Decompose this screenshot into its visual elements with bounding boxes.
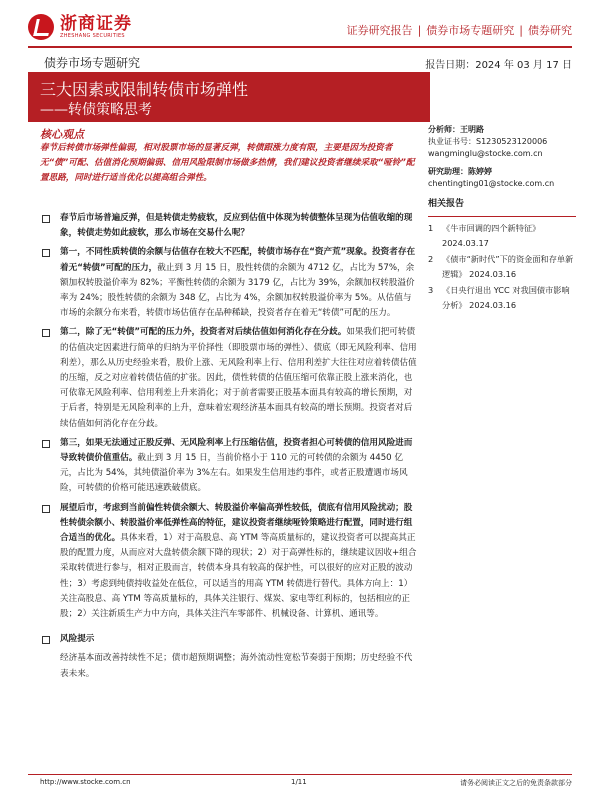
analyst-email[interactable]: wangminglu@stocke.com.cn — [428, 149, 543, 158]
related-number: 2 — [428, 254, 434, 264]
analyst-name: 王明路 — [460, 125, 484, 134]
logo-english: ZHESHANG SECURITIES — [60, 32, 125, 39]
crumb-2: 债券市场专题研究 — [426, 24, 515, 37]
related-title: 《债市“新时代”下的资金面和存单新逻辑》 2024.03.16 — [442, 254, 574, 279]
crumb-1: 证券研究报告 — [346, 24, 413, 37]
company-logo — [28, 14, 132, 40]
report-type: 债券市场专题研究 — [44, 56, 141, 70]
bullet-lead: 第三，如果无法通过正股反弹、无风险利率上行压缩估值，投资者担心可转债的信用风险进而导致转债价值重估。 — [60, 437, 413, 464]
footer-disclaimer: 请务必阅读正文之后的免责条款部分 — [460, 779, 572, 787]
assistant-name: 陈婷婷 — [468, 167, 492, 176]
analyst-label: 分析师： — [428, 125, 460, 134]
bullet-text: 截止到 3 月 15 日，当前价格小于 110 元的可转债的余额为 4450 亿元，占比为 54%，其纯债溢价率为 3%左右。如果发生信用违约事件，或者正股遭遇市场风险，可转债的价格可能迅速跌破债底。 — [60, 453, 408, 494]
related-report-item[interactable] — [428, 283, 576, 312]
logo-name: 浙商证券 — [60, 13, 132, 34]
assistant-email[interactable]: chentingting01@stocke.com.cn — [428, 179, 555, 188]
crumb-separator: | — [417, 24, 422, 37]
page-number: 1/11 — [291, 778, 307, 786]
report-subtitle: ——转债策略思考 — [40, 102, 152, 118]
bullet-paragraph — [40, 325, 418, 431]
risk-text: 经济基本面改善持续性不足；债市超预期调整；海外流动性宽松节奏弱于预期；历史经验不代表未来。 — [60, 653, 413, 679]
bullet-text: 具体来看，1）对于高股息、高 YTM 等高质量标的，建议投资者可以提高其正股的配置力度，从而应对大盘转债余额下降的现状；2）对于高弹性标的，继续建议因收+组合采取转债进行参与，相对正股而言，转债本身具有较高的保护性，可以很好的应对正股的波动性；3）考虑到纯债持收益处在低位，可以适当的用高 YTM 转债进行替代。具体方向上：1）关注高股息、高 YTM 等高质量标的，具体关注银行、煤炭、家电等红利标的，包括相应的正股；2）关注新质生产力中方向，具体关注汽车零部件、机械设备、计算机、通讯等。 — [60, 533, 417, 620]
header-divider — [28, 46, 572, 48]
bullet-lead: 第二，除了无“转债”可配的压力外，投资者对后续估值如何消化存在分歧。 — [60, 327, 347, 338]
bullet-text: 如果我们把可转债的估值决定因素进行简单的归纳为平价择性（即股票市场的弹性）、债底（即无风险利率、信用利差），那么从历史经验来看，股价上涨、无风险利率上行、信用利差扩大往往对应着转债估值的压缩，反之对应着转债估值的扩张。因此，债性转债的估值压缩可依靠正股上涨来消化，也可依靠无风险利率、信用利差上升来消化；对于前者需要正股基本面具有较高的增长预期，对于后者，特别是无风险利率的上升，意味着宏观经济基本面具有较高的增长预期。投资者对后续估值如何消化存在分歧。 — [60, 327, 417, 429]
crumb-3: 债券研究 — [528, 24, 572, 37]
bullet-paragraph — [40, 245, 418, 321]
analyst-cert: 执业证书号：S1230523120006 — [428, 137, 548, 146]
bullet-paragraph — [40, 436, 418, 497]
bullet-lead: 春节后市场普遍反弹，但是转债走势疲软，反应到估值中体现为转债整体呈现为估值收缩的现象，转债走势如此疲软，那么市场在交易什么呢？ — [60, 213, 413, 239]
assistant-label: 研究助理： — [428, 167, 468, 176]
related-report-item[interactable] — [428, 252, 576, 281]
bullet-box-icon — [42, 249, 50, 257]
main-body — [40, 211, 418, 682]
core-view-heading: 核心观点 — [40, 128, 84, 141]
report-title: 三大因素或限制转债市场弹性 — [40, 80, 249, 99]
related-report-item[interactable] — [428, 221, 576, 250]
bullet-box-icon — [42, 215, 50, 223]
breadcrumb — [347, 22, 572, 38]
related-title: 《牛市回调的四个新特征》 2024.03.17 — [442, 223, 541, 248]
core-view-text: 春节后转债市场弹性偏弱，相对股票市场的显著反弹，转债跟涨力度有限，主要是因为投资者无“债”可配、估值消化预期偏弱、信用风险限制市场做多热情，我们建议投资者继续采取“哑铃”配置思路，同时进行适当优化以提高组合弹性。 — [40, 143, 415, 183]
footer-url[interactable]: http://www.stocke.com.cn — [40, 778, 131, 786]
logo-emblem-icon — [28, 14, 54, 40]
report-date: 报告日期：2024 年 03 月 17 日 — [425, 60, 572, 71]
bullet-box-icon — [42, 636, 50, 644]
bullet-text: 截止到 3 月 15 日，股性转债的余额为 4712 亿，占比为 57%，余额加权转股溢价率为 82%；平衡性转债的余额为 3179 亿，占比为 39%，余额加权转股溢价率为 24%；股性转债的余额为 348 亿，占比为 4%，余额加权转股溢价率为 5%。从估值与市场的余额分布来看，转债市场估值存在品种稀缺，投资者存在着无“转债”可配的压力。 — [60, 262, 415, 319]
related-divider — [428, 216, 576, 217]
related-reports-heading: 相关报告 — [428, 199, 465, 209]
bullet-paragraph — [40, 501, 418, 623]
bullet-paragraph — [40, 211, 418, 241]
bullet-lead: 第一，不同性质转债的余额与估值存在较大不匹配，转债市场存在“资产荒”现象。投资者存在着无“转债”可配的压力， — [60, 247, 416, 273]
footer-divider — [28, 774, 572, 775]
related-title: 《日央行退出 YCC 对我国债市影响分析》 2024.03.16 — [442, 285, 570, 310]
risk-section — [40, 632, 418, 647]
related-number: 3 — [428, 285, 434, 295]
bullet-box-icon — [42, 440, 50, 448]
related-number: 1 — [428, 223, 434, 233]
bullet-box-icon — [42, 505, 50, 513]
bullet-box-icon — [42, 329, 50, 337]
sidebar — [428, 124, 576, 312]
crumb-separator: | — [519, 24, 523, 37]
risk-heading: 风险提示 — [60, 634, 95, 645]
bullet-lead: 展望后市，考虑到当前偏性转债余额大、转股溢价率偏高弹性较低，债底有信用风险扰动；股性转债余额小、转股溢价率低弹性高的特征，建议投资者继续哑铃策略进行配置，同时进行组合适当的优化。 — [60, 502, 413, 544]
